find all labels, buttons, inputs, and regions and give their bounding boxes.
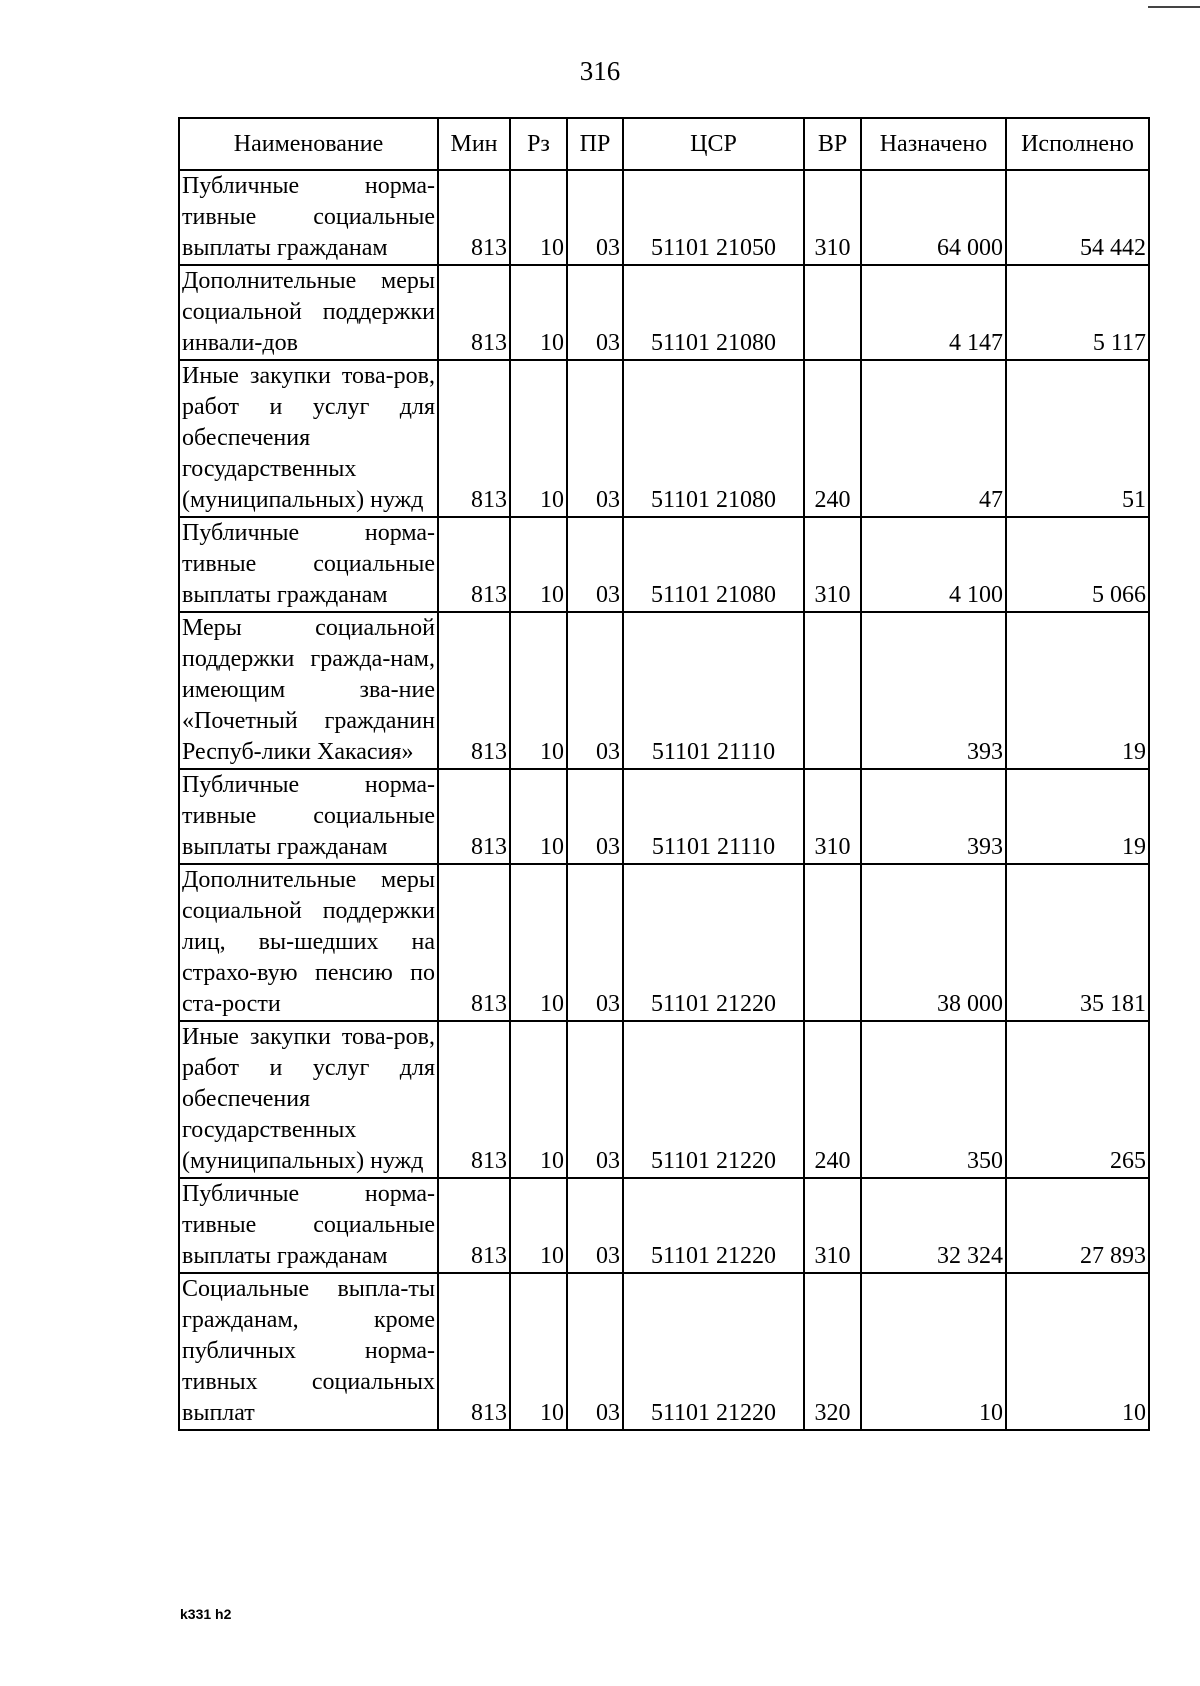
cell-min: 813 [438, 1021, 510, 1178]
table-row [179, 612, 1149, 769]
cell-pr: 03 [567, 170, 623, 265]
cell-min: 813 [438, 360, 510, 517]
cell-vr: 240 [804, 1021, 861, 1178]
cell-csr: 51101 21080 [623, 265, 804, 360]
table-row [179, 1178, 1149, 1273]
cell-executed: 35 181 [1006, 864, 1149, 1021]
table-row [179, 864, 1149, 1021]
cell-name: Публичные норма-тивные социальные выплаты гражданам [179, 1178, 438, 1273]
cell-pr: 03 [567, 864, 623, 1021]
cell-pr: 03 [567, 265, 623, 360]
cell-rz: 10 [510, 1273, 567, 1430]
table-row [179, 1273, 1149, 1430]
cell-vr [804, 612, 861, 769]
cell-rz: 10 [510, 360, 567, 517]
cell-pr: 03 [567, 517, 623, 612]
cell-name: Социальные выпла-ты гражданам, кроме публичных норма-тивных социальных выплат [179, 1273, 438, 1430]
page-number: 316 [579, 56, 621, 86]
table-row [179, 769, 1149, 864]
table-row [179, 517, 1149, 612]
cell-csr: 51101 21110 [623, 769, 804, 864]
cell-pr: 03 [567, 360, 623, 517]
cell-vr: 320 [804, 1273, 861, 1430]
cell-rz: 10 [510, 864, 567, 1021]
cell-assigned: 47 [861, 360, 1006, 517]
cell-rz: 10 [510, 769, 567, 864]
cell-vr: 310 [804, 1178, 861, 1273]
cell-executed: 19 [1006, 612, 1149, 769]
table-row [179, 1021, 1149, 1178]
cell-assigned: 10 [861, 1273, 1006, 1430]
cell-executed: 5 117 [1006, 265, 1149, 360]
cell-executed: 54 442 [1006, 170, 1149, 265]
cell-csr: 51101 21220 [623, 1273, 804, 1430]
cell-name: Иные закупки това-ров, работ и услуг для обеспечения государственных (муниципальных) нужд [179, 1021, 438, 1178]
cell-executed: 19 [1006, 769, 1149, 864]
cell-pr: 03 [567, 1021, 623, 1178]
cell-min: 813 [438, 769, 510, 864]
table-row [179, 265, 1149, 360]
cell-name: Меры социальной поддержки гражда-нам, имеющим зва-ние «Почетный гражданин Респуб-лики Хакасия» [179, 612, 438, 769]
cell-assigned: 393 [861, 769, 1006, 864]
cell-name: Публичные норма-тивные социальные выплаты гражданам [179, 769, 438, 864]
header-executed: Исполнено [1006, 118, 1149, 170]
cell-pr: 03 [567, 1273, 623, 1430]
cell-assigned: 32 324 [861, 1178, 1006, 1273]
footer-code: k331 h2 [180, 1606, 232, 1622]
cell-min: 813 [438, 864, 510, 1021]
cell-csr: 51101 21080 [623, 517, 804, 612]
cell-pr: 03 [567, 769, 623, 864]
header-name: Наименование [179, 118, 438, 170]
header-rz: Рз [510, 118, 567, 170]
cell-pr: 03 [567, 1178, 623, 1273]
table-row [179, 360, 1149, 517]
cell-rz: 10 [510, 265, 567, 360]
cell-name: Публичные норма-тивные социальные выплаты гражданам [179, 170, 438, 265]
scan-edge-line [1148, 6, 1200, 8]
cell-min: 813 [438, 170, 510, 265]
cell-rz: 10 [510, 612, 567, 769]
cell-executed: 5 066 [1006, 517, 1149, 612]
cell-assigned: 393 [861, 612, 1006, 769]
cell-csr: 51101 21220 [623, 1178, 804, 1273]
cell-assigned: 38 000 [861, 864, 1006, 1021]
cell-csr: 51101 21110 [623, 612, 804, 769]
header-csr: ЦСР [623, 118, 804, 170]
cell-rz: 10 [510, 1021, 567, 1178]
cell-csr: 51101 21220 [623, 864, 804, 1021]
cell-min: 813 [438, 1178, 510, 1273]
cell-vr: 310 [804, 769, 861, 864]
cell-executed: 51 [1006, 360, 1149, 517]
budget-table [178, 117, 1150, 1431]
cell-csr: 51101 21220 [623, 1021, 804, 1178]
cell-pr: 03 [567, 612, 623, 769]
cell-vr [804, 265, 861, 360]
cell-csr: 51101 21050 [623, 170, 804, 265]
cell-name: Публичные норма-тивные социальные выплаты гражданам [179, 517, 438, 612]
cell-name: Иные закупки това-ров, работ и услуг для обеспечения государственных (муниципальных) нужд [179, 360, 438, 517]
cell-vr: 240 [804, 360, 861, 517]
cell-assigned: 64 000 [861, 170, 1006, 265]
cell-min: 813 [438, 612, 510, 769]
cell-min: 813 [438, 1273, 510, 1430]
cell-executed: 10 [1006, 1273, 1149, 1430]
cell-vr [804, 864, 861, 1021]
cell-name: Дополнительные меры социальной поддержки лиц, вы-шедших на страхо-вую пенсию по ста-рости [179, 864, 438, 1021]
cell-min: 813 [438, 265, 510, 360]
cell-min: 813 [438, 517, 510, 612]
header-pr: ПР [567, 118, 623, 170]
cell-rz: 10 [510, 1178, 567, 1273]
cell-vr: 310 [804, 170, 861, 265]
cell-assigned: 350 [861, 1021, 1006, 1178]
header-assigned: Назначено [861, 118, 1006, 170]
cell-assigned: 4 100 [861, 517, 1006, 612]
cell-executed: 27 893 [1006, 1178, 1149, 1273]
header-vr: ВР [804, 118, 861, 170]
cell-rz: 10 [510, 517, 567, 612]
cell-csr: 51101 21080 [623, 360, 804, 517]
cell-assigned: 4 147 [861, 265, 1006, 360]
cell-executed: 265 [1006, 1021, 1149, 1178]
header-min: Мин [438, 118, 510, 170]
table-body [179, 170, 1149, 1430]
cell-name: Дополнительные меры социальной поддержки инвали-дов [179, 265, 438, 360]
table-row [179, 170, 1149, 265]
table-header-row [179, 118, 1149, 170]
cell-vr: 310 [804, 517, 861, 612]
cell-rz: 10 [510, 170, 567, 265]
